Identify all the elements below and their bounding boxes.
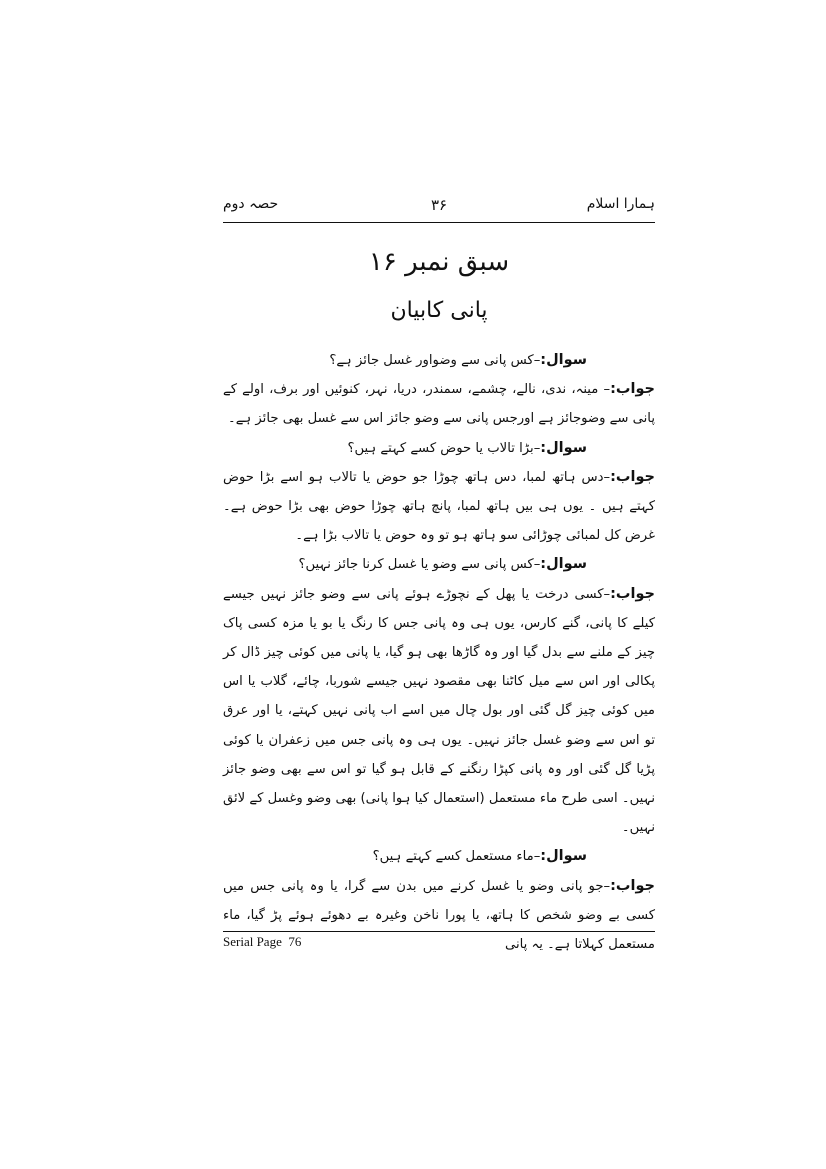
volume-label: حصہ دوم [223, 196, 279, 212]
header-rule [223, 222, 655, 223]
page-header [223, 196, 655, 220]
question-label: سوال: [540, 352, 587, 368]
question-label: سوال: [540, 556, 587, 573]
book-title: ہمارا اسلام [586, 196, 655, 212]
question-text: –بڑا تالاب یا حوض کسے کہتے ہیں؟ [347, 440, 541, 456]
answer-paragraph [223, 463, 655, 551]
page-number: ۳۶ [430, 196, 448, 214]
question-label: سوال: [540, 439, 587, 456]
question-paragraph [223, 346, 655, 375]
serial-page-label: Serial Page [223, 934, 282, 949]
answer-text: – مینہ، ندی، نالے، چشمے، سمندر، دریا، نہر، کنوئیں اور برف، اولے کے پانی سے وضوجائز ہے اورجس پانی سے وضو جائز اس سے غسل بھی جائز ہے۔ [223, 382, 655, 427]
question-label: سوال: [540, 848, 587, 865]
answer-text: –دس ہاتھ لمبا، دس ہاتھ چوڑا جو حوض یا تالاب ہو اسے بڑا حوض کہتے ہیں ۔ یوں ہی بیں ہاتھ لمبا، پانچ ہاتھ چوڑا حوض بھی بڑا حوض ہے۔غرض کل لمبائی چوڑائی سو ہاتھ ہو تو وہ حوض یا تالاب بڑا ہے۔ [223, 469, 655, 544]
lesson-number: سبق نمبر ۱۶ [368, 247, 510, 277]
answer-label: جواب: [610, 468, 655, 485]
question-text: –ماء مستعمل کسے کہتے ہیں؟ [372, 849, 541, 865]
answer-label: جواب: [610, 585, 655, 602]
question-text: –کس پانی سے وضواور غسل جائز ہے؟ [329, 353, 541, 368]
question-paragraph [223, 842, 655, 871]
answer-label: جواب: [610, 381, 655, 398]
footer-rule [223, 931, 655, 932]
answer-text: –کسی درخت یا پھل کے نچوڑے ہوئے پانی سے وضو جائز نہیں جیسے کیلے کا پانی، گنے کارس، یوں ہی وہ پانی جس کا رنگ یا بو یا مزہ کسی پاک چیز کے ملنے سے بدل گیا اور وہ گاڑھا بھی ہو گیا، یا پانی میں کوئی چیز ڈال کر پکالی اور اس سے میل کاٹنا بھی مقصود نہیں جیسے شوربا، چائے، گلاب یا اس میں کوئی چیز گل گئی اور بول چال میں اسے اب پانی نہیں کہتے، یا اور عرق تو اس سے وضو غسل جائز نہیں۔ یوں ہی وہ پانی جس میں زعفران یا کوئی پڑیا گل گئی اور وہ پانی کپڑا رنگنے کے قابل ہو گیا تو اس سے بھی وضو جائز نہیں۔ اسی طرح ماء مستعمل (استعمال کیا ہوا پانی) بھی وضو وغسل کے لائق نہیں۔ [223, 586, 655, 836]
serial-page-footer [223, 934, 301, 950]
answer-paragraph [223, 375, 655, 433]
lesson-title: پانی کابیان [390, 298, 488, 323]
answer-text: –جو پانی وضو یا غسل کرنے میں بدن سے گرا، یا وہ پانی جس میں کسی بے وضو شخص کا ہاتھ، یا پورا ناخن وغیرہ بے دھوئے ہوئے پڑ گیا، ماء مستعمل کہلاتا ہے۔ یہ پانی [223, 878, 655, 953]
question-text: –کس پانی سے وضو یا غسل کرنا جائز نہیں؟ [298, 557, 541, 573]
question-paragraph [223, 550, 655, 579]
answer-paragraph [223, 580, 655, 843]
lesson-body [223, 346, 655, 959]
question-paragraph [223, 434, 655, 463]
serial-page-number: 76 [288, 934, 302, 949]
answer-label: جواب: [610, 877, 655, 894]
